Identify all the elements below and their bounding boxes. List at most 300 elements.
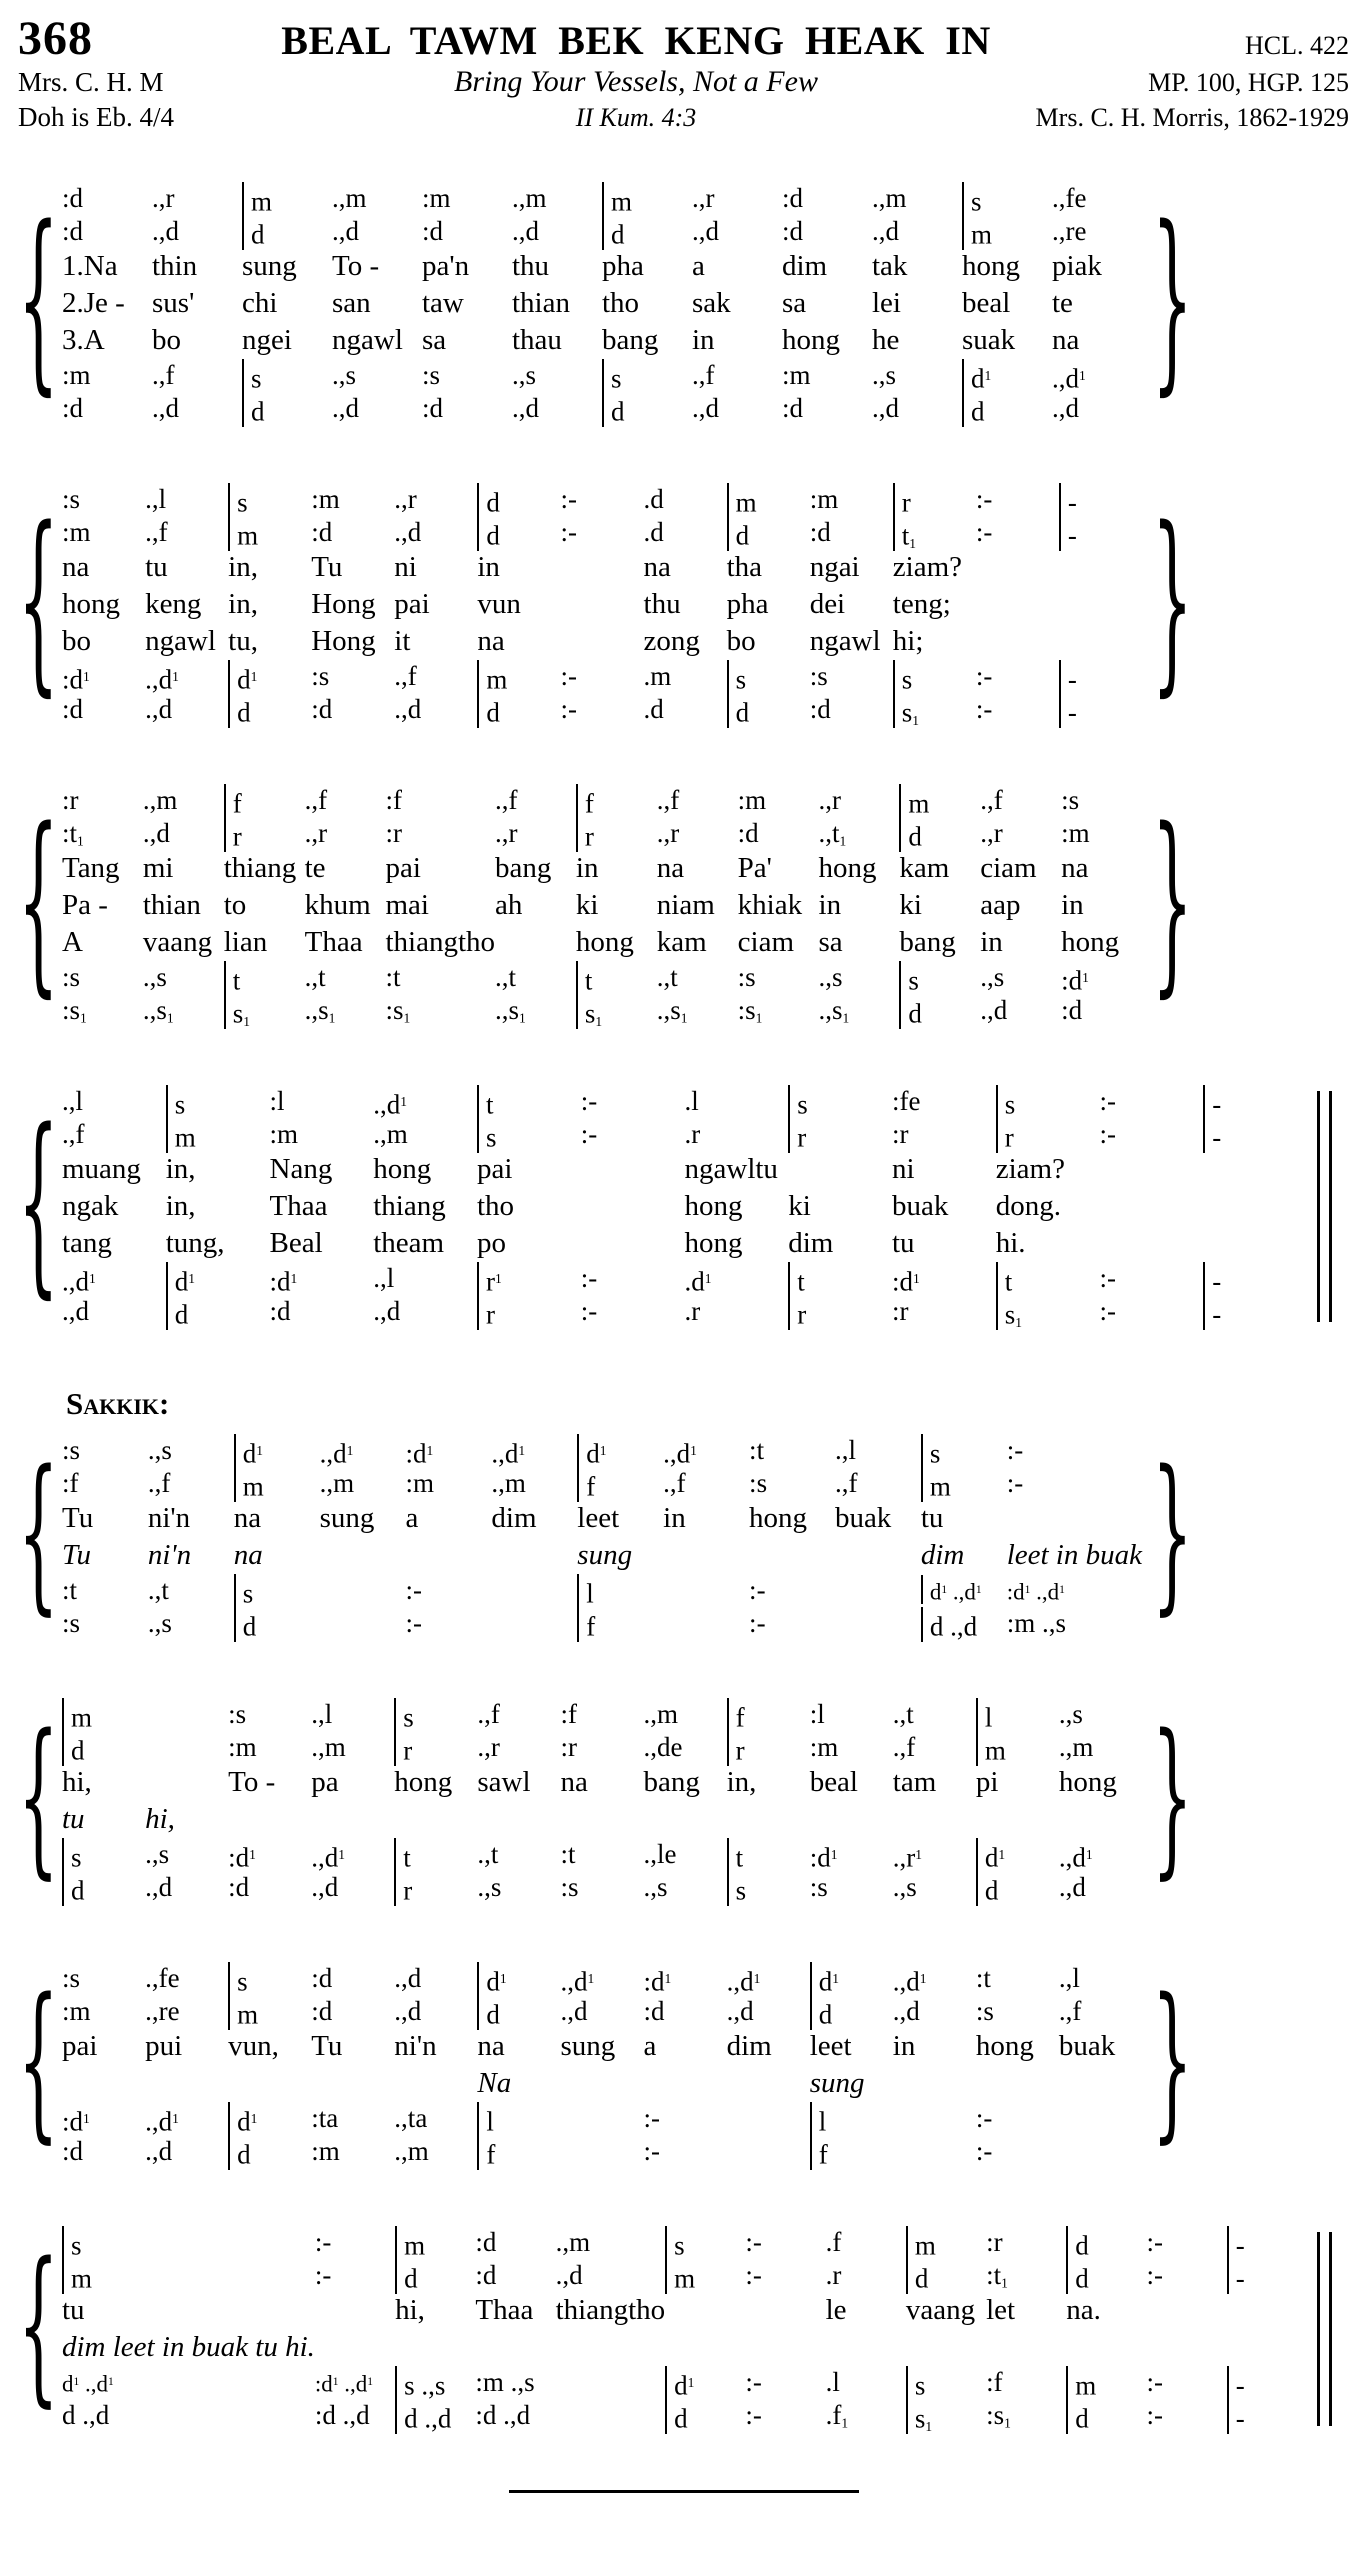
- soprano-cell: l: [976, 1698, 1059, 1731]
- lyric-cell: pa: [311, 1765, 339, 1798]
- verse1-cell: a: [692, 249, 705, 282]
- soprano-cell: s: [962, 182, 1052, 215]
- echo-cell: sung: [577, 1538, 633, 1571]
- lyric-cell: sung: [319, 1501, 375, 1534]
- tenor-cell: t: [394, 1838, 477, 1871]
- verse2-cell: buak: [892, 1189, 949, 1222]
- verse2-cell: in: [1061, 888, 1084, 921]
- hymn-number: 368: [18, 12, 93, 65]
- bass-cell: :d .,d: [475, 2399, 531, 2430]
- tenor-cell: :m .,s: [475, 2366, 535, 2397]
- bass-cell: $s_1$: [576, 994, 657, 1027]
- echo-cell: [394, 2065, 477, 2102]
- verse3-cell: it: [394, 624, 411, 657]
- bass-cell: .,d: [692, 392, 719, 423]
- verse2-cell: pha: [726, 587, 769, 620]
- barline: [576, 961, 578, 996]
- echo-cell: [727, 1801, 810, 1838]
- lyric-cell: [1147, 2292, 1227, 2329]
- alto-cell: .r: [825, 2259, 842, 2290]
- soprano-cell: d: [477, 483, 560, 516]
- soprano-cell: m: [727, 483, 810, 516]
- soprano-cell: .,m: [872, 182, 907, 213]
- soprano-cell: .,l: [145, 483, 167, 514]
- barline: [166, 1085, 168, 1120]
- verse2-cell: thian: [142, 888, 201, 921]
- verse3-cell: hong: [684, 1226, 743, 1259]
- lyric-cell: a: [643, 2029, 657, 2062]
- lyric-cell: bang: [643, 1765, 700, 1798]
- barline: [1203, 1085, 1205, 1120]
- echo-cell: [311, 1801, 394, 1838]
- echo-cell: [560, 2065, 643, 2102]
- alto-cell: .,d: [560, 1995, 588, 2026]
- soprano-cell: .,fe: [1052, 182, 1087, 213]
- echo-cell: [62, 2065, 145, 2102]
- soprano-cell: :m: [311, 483, 340, 514]
- bass-cell: :-: [975, 2135, 993, 2166]
- barline: [727, 660, 729, 695]
- soprano-cell: :s: [62, 483, 81, 514]
- barline: [1059, 660, 1061, 695]
- barline: [62, 1871, 64, 1906]
- alto-cell: r: [788, 1118, 892, 1151]
- alto-cell: .,f: [145, 516, 168, 547]
- bass-cell: [727, 2135, 810, 2168]
- bass-cell: [320, 1607, 406, 1640]
- tenor-cell: $d^1$: [976, 1838, 1059, 1871]
- verse2-cell: [1100, 1188, 1204, 1225]
- bass-cell: d: [166, 1295, 270, 1328]
- verse3-cell: bo: [152, 323, 181, 356]
- bass-cell: d: [228, 693, 311, 726]
- verse3-cell: lian: [223, 925, 268, 958]
- alto-cell: m: [962, 215, 1052, 248]
- barline: [906, 2226, 908, 2261]
- system-grid: [62, 784, 1142, 1027]
- lyric-cell: pai: [62, 2029, 98, 2062]
- soprano-cell: $.,d^1$: [663, 1438, 697, 1468]
- bass-cell: $.,s_1$: [304, 994, 336, 1025]
- verse3-cell: ngei: [242, 323, 292, 356]
- tenor-cell: $d^1$ $.,d^1$: [62, 2370, 114, 2396]
- barline: [1059, 516, 1061, 551]
- lyric-cell: tam: [892, 1765, 937, 1798]
- alto-cell: .,d: [394, 516, 422, 547]
- soprano-cell: .,m: [555, 2226, 591, 2257]
- tenor-cell: m: [1066, 2366, 1146, 2399]
- bass-cell: d: [665, 2399, 745, 2432]
- tenor-cell: t: [788, 1262, 892, 1295]
- barline: [602, 215, 604, 250]
- echo-cell: sung: [809, 2066, 865, 2099]
- verse2-cell: to: [223, 888, 247, 921]
- bass-cell: d: [62, 1871, 145, 1904]
- verse3-cell: [1059, 623, 1142, 660]
- verse2-cell: khiak: [737, 888, 803, 921]
- bass-cell: :-: [643, 2135, 661, 2166]
- lyric-cell: pui: [145, 2029, 183, 2062]
- verse3-cell: po: [477, 1226, 506, 1259]
- echo-cell: [491, 1537, 577, 1574]
- barline: [62, 1731, 64, 1766]
- echo-cell: ni'n: [147, 1538, 192, 1571]
- verse3-cell: suak: [962, 323, 1016, 356]
- echo-cell: [749, 1537, 835, 1574]
- alto-cell: d: [602, 215, 692, 248]
- barline: [602, 182, 604, 217]
- barline: [899, 784, 901, 819]
- bass-cell: :m: [311, 2135, 340, 2166]
- verse3-cell: zong: [643, 624, 700, 657]
- soprano-cell: .,f: [980, 784, 1003, 815]
- tenor-cell: .,s: [512, 359, 537, 390]
- bass-cell: :-: [560, 693, 577, 724]
- tenor-cell: t: [576, 961, 657, 994]
- system-brace-left: {: [18, 1437, 59, 1633]
- tenor-cell: .,s: [818, 961, 843, 992]
- alto-cell: d: [906, 2259, 986, 2292]
- verse2-cell: pai: [394, 587, 430, 620]
- bass-cell: :d: [1061, 994, 1083, 1025]
- bass-cell: .,d: [1058, 1871, 1086, 1902]
- barline: [976, 1871, 978, 1906]
- barline: [477, 1962, 479, 1997]
- lyric-cell: sawl: [477, 1765, 531, 1798]
- chorus-label: Sakkik:: [66, 1385, 170, 1421]
- barline: [477, 693, 479, 728]
- verse2-cell: ki: [575, 888, 599, 921]
- echo-cell: dim leet in buak tu hi.: [62, 2330, 315, 2363]
- soprano-cell: :-: [745, 2226, 762, 2257]
- verse1-cell: na: [62, 550, 90, 583]
- soprano-cell: :-: [314, 2226, 332, 2257]
- barline: [242, 182, 244, 217]
- soprano-cell: $.,d^1$: [726, 1966, 761, 1996]
- barline: [395, 2366, 397, 2401]
- verse2-cell: hong: [684, 1189, 743, 1222]
- verse1-cell: hong: [373, 1152, 432, 1185]
- verse2-cell: sa: [782, 286, 807, 319]
- soprano-cell: :t: [749, 1434, 765, 1465]
- barline: [477, 1995, 479, 2030]
- music-system: [18, 784, 1349, 1027]
- tune-refs: MP. 100, HGP. 125: [1148, 68, 1349, 98]
- echo-cell: [395, 2329, 475, 2366]
- verse3-cell: bo: [726, 624, 756, 657]
- bass-cell: $:s_1$: [986, 2399, 1011, 2430]
- soprano-cell: s: [228, 1962, 311, 1995]
- verse2-cell: Hong: [311, 587, 376, 620]
- barline: [893, 483, 895, 518]
- alto-cell: :-: [580, 1118, 598, 1149]
- lyric-cell: pi: [975, 1765, 999, 1798]
- bass-cell: .,d: [872, 392, 899, 423]
- barline: [477, 1118, 479, 1153]
- tenor-cell: s .,s: [395, 2366, 475, 2399]
- verse3-cell: Thaa: [304, 925, 363, 958]
- system-brace-left: {: [18, 1965, 59, 2161]
- soprano-cell: s: [228, 483, 311, 516]
- soprano-cell: :-: [1146, 2226, 1164, 2257]
- verse3-cell: A: [62, 925, 83, 958]
- echo-cell: [665, 2329, 745, 2366]
- verse1-cell: ni: [394, 550, 417, 583]
- verse2-cell: ki: [899, 888, 922, 921]
- barline: [976, 1731, 978, 1766]
- music-system: [18, 182, 1349, 425]
- echo-cell: [976, 1801, 1059, 1838]
- bass-cell: :r: [892, 1295, 909, 1326]
- verse3-cell: ngawl: [145, 624, 216, 657]
- bass-cell: :s: [62, 1607, 81, 1638]
- lyric-cell: hong: [975, 2029, 1034, 2062]
- echo-cell: [986, 2329, 1066, 2366]
- verse1-cell: sung: [242, 249, 297, 282]
- soprano-cell: .,m: [332, 182, 367, 213]
- barline: [228, 516, 230, 551]
- barline: [962, 215, 964, 250]
- verse3-cell: [1203, 1225, 1307, 1262]
- tenor-cell: :-: [745, 2366, 762, 2397]
- verse3-cell: ciam: [737, 925, 794, 958]
- soprano-cell: :-: [560, 483, 577, 514]
- tenor-cell: s: [899, 961, 980, 994]
- tenor-cell: $.d^1$: [684, 1266, 712, 1296]
- echo-cell: [394, 1801, 477, 1838]
- tenor-cell: :-: [560, 660, 577, 691]
- bass-cell: :d: [809, 693, 831, 724]
- barline: [577, 1434, 579, 1469]
- alto-cell: .,f: [147, 1467, 171, 1498]
- barline: [1066, 2259, 1068, 2294]
- alto-cell: .r: [684, 1118, 701, 1149]
- alto-cell: d: [899, 817, 980, 850]
- barline: [976, 1838, 978, 1873]
- key-signature: Doh is Eb. 4/4: [18, 102, 175, 133]
- soprano-cell: .,f: [495, 784, 518, 815]
- soprano-cell: m: [906, 2226, 986, 2259]
- soprano-cell: .d: [643, 483, 664, 514]
- lyricist: Mrs. C. H. M: [18, 67, 164, 98]
- lyric-cell: hong: [394, 1765, 453, 1798]
- tenor-cell: :-: [643, 2102, 661, 2133]
- bass-cell: f: [810, 2135, 893, 2168]
- tenor-cell: $d^1$: [166, 1262, 270, 1295]
- tenor-cell: $:d^1$: [1061, 965, 1089, 995]
- verse3-cell: Hong: [311, 624, 376, 657]
- verse1-cell: na: [1061, 851, 1089, 884]
- final-barline: [1317, 1091, 1332, 1322]
- verse3-cell: thau: [512, 323, 562, 356]
- barline: [228, 1995, 230, 2030]
- barline: [921, 1607, 923, 1642]
- verse3-cell: vaang: [142, 925, 213, 958]
- soprano-cell: :d: [62, 182, 84, 213]
- english-title: Bring Your Vessels, Not a Few: [454, 65, 818, 99]
- barline: [788, 1295, 790, 1330]
- bass-cell: .,m: [394, 2135, 429, 2166]
- verse2-cell: aap: [980, 888, 1021, 921]
- tenor-cell: s: [602, 359, 692, 392]
- alto-cell: r: [996, 1118, 1100, 1151]
- bass-cell: d: [976, 1871, 1059, 1904]
- alto-cell: d: [477, 1995, 560, 2028]
- alto-cell: :m: [62, 516, 91, 547]
- barline: [234, 1574, 236, 1609]
- verse3-cell: 3.A: [62, 323, 105, 356]
- barline: [906, 2399, 908, 2434]
- lyric-cell: thiangtho: [555, 2293, 666, 2326]
- tenor-cell: :-: [580, 1262, 598, 1293]
- bass-cell: :d: [62, 392, 84, 423]
- tenor-cell: :-: [405, 1574, 423, 1605]
- barline: [665, 2226, 667, 2261]
- barline: [234, 1467, 236, 1502]
- alto-cell: [145, 1731, 228, 1764]
- tenor-cell: .,t: [304, 961, 326, 992]
- verse1-cell: Tang: [62, 851, 120, 884]
- echo-cell: [320, 1537, 406, 1574]
- tenor-cell: .,le: [643, 1838, 677, 1869]
- bass-cell: :-: [749, 1607, 766, 1638]
- soprano-cell: m: [602, 182, 692, 215]
- tenor-cell: l: [577, 1574, 663, 1607]
- alto-cell: :-: [1146, 2259, 1164, 2290]
- verse3-cell: hong: [575, 925, 634, 958]
- system-brace-left: {: [18, 790, 59, 1017]
- alto-cell: .,m: [491, 1467, 526, 1498]
- verse1-cell: To -: [332, 249, 380, 282]
- tenor-cell: .,f: [692, 359, 715, 390]
- soprano-cell: :m: [422, 182, 451, 213]
- barline: [665, 2259, 667, 2294]
- alto-cell: :d: [422, 215, 444, 246]
- lyric-cell: in,: [726, 1765, 757, 1798]
- soprano-cell: m: [242, 182, 332, 215]
- verse2-cell: tho: [602, 286, 640, 319]
- verse3-cell: dim: [788, 1226, 834, 1259]
- verse2-cell: Thaa: [269, 1189, 328, 1222]
- music-system: [18, 1698, 1349, 1904]
- lyric-cell: dim: [726, 2029, 772, 2062]
- tenor-cell: .m: [643, 660, 672, 691]
- soprano-cell: m: [899, 784, 980, 817]
- alto-cell: .,r: [477, 1731, 500, 1762]
- soprano-cell: .,m: [512, 182, 547, 213]
- echo-cell: na: [233, 1538, 263, 1571]
- verse1-cell: thiang: [223, 851, 297, 884]
- soprano-cell: .,f: [304, 784, 328, 815]
- bass-cell: d .,d: [395, 2399, 475, 2432]
- soprano-cell: .,fe: [145, 1962, 180, 1993]
- verse1-cell: [1203, 1151, 1307, 1188]
- barline: [395, 2226, 397, 2261]
- echo-cell: [1059, 1801, 1142, 1838]
- bass-cell: .,d: [152, 392, 179, 423]
- verse1-cell: 1.Na: [62, 249, 118, 282]
- tenor-cell: :-: [749, 1574, 766, 1605]
- bass-cell: $s_1$: [224, 994, 305, 1027]
- tenor-cell: :-: [1146, 2366, 1164, 2397]
- tenor-cell: [491, 1574, 577, 1607]
- barline: [921, 1575, 923, 1605]
- soprano-cell: .,r: [818, 784, 842, 815]
- bass-cell: :-: [580, 1295, 598, 1326]
- verse3-cell: hong: [1061, 925, 1120, 958]
- alto-cell: d: [395, 2259, 475, 2292]
- soprano-cell: :f: [385, 784, 402, 815]
- lyric-cell: in: [663, 1501, 686, 1534]
- barline: [893, 693, 895, 728]
- tenor-cell: s: [234, 1574, 320, 1607]
- tenor-cell: :-: [975, 660, 993, 691]
- barline: [1066, 2226, 1068, 2261]
- bass-cell: $.,s_1$: [818, 994, 850, 1025]
- barline: [1059, 693, 1061, 728]
- alto-cell: r: [576, 817, 657, 850]
- tenor-cell: $.,d^1$: [62, 1266, 96, 1296]
- verse1-cell: ziam?: [892, 550, 962, 583]
- echo-cell: [560, 1801, 643, 1838]
- soprano-cell: -: [1203, 1085, 1307, 1118]
- echo-cell: dim: [920, 1538, 965, 1571]
- soprano-cell: .,f: [477, 1698, 500, 1729]
- alto-cell: r: [727, 1731, 810, 1764]
- lyric-cell: sung: [560, 2029, 616, 2062]
- bass-cell: .,d: [145, 1871, 173, 1902]
- lyric-cell: [745, 2292, 825, 2329]
- alto-cell: $:t_1$: [62, 817, 84, 848]
- verse2-cell: keng: [145, 587, 202, 620]
- barline: [788, 1262, 790, 1297]
- tenor-cell: :s: [62, 961, 81, 992]
- bass-cell: :d: [782, 392, 804, 423]
- bass-cell: s: [727, 1871, 810, 1904]
- bass-cell: [491, 1607, 577, 1640]
- alto-cell: .,d: [892, 1995, 920, 2026]
- echo-cell: [1147, 2329, 1227, 2366]
- verse1-cell: thin: [152, 249, 198, 282]
- alto-cell: :f: [62, 1467, 79, 1498]
- soprano-cell: :s: [1061, 784, 1080, 815]
- lyric-cell: [315, 2292, 395, 2329]
- bass-cell: $.,s_1$: [656, 994, 688, 1025]
- verse2-cell: sak: [692, 286, 731, 319]
- echo-cell: [826, 2329, 906, 2366]
- bass-cell: .,d: [311, 1871, 339, 1902]
- barline: [166, 1262, 168, 1297]
- lyric-cell: hong: [749, 1501, 808, 1534]
- hymnal-ref: HCL. 422: [1245, 31, 1349, 60]
- barline: [1066, 2399, 1068, 2434]
- alto-cell: :m: [269, 1118, 299, 1149]
- alto-cell: :m: [405, 1467, 435, 1498]
- verse3-cell: bo: [62, 624, 91, 657]
- barline: [224, 994, 226, 1029]
- system-grid: [62, 1698, 1142, 1904]
- composer: Mrs. C. H. Morris, 1862-1929: [1035, 103, 1349, 133]
- tenor-cell: .,s: [145, 1838, 170, 1869]
- echo-cell: [893, 2065, 976, 2102]
- alto-cell: .d: [643, 516, 664, 547]
- verse1-cell: hong: [962, 249, 1020, 282]
- soprano-cell: .,d: [394, 1962, 422, 1993]
- verse1-cell: ziam?: [995, 1152, 1065, 1185]
- tenor-cell: .,s: [332, 359, 357, 390]
- barline: [224, 817, 226, 852]
- verse3-cell: thiangtho: [385, 925, 496, 958]
